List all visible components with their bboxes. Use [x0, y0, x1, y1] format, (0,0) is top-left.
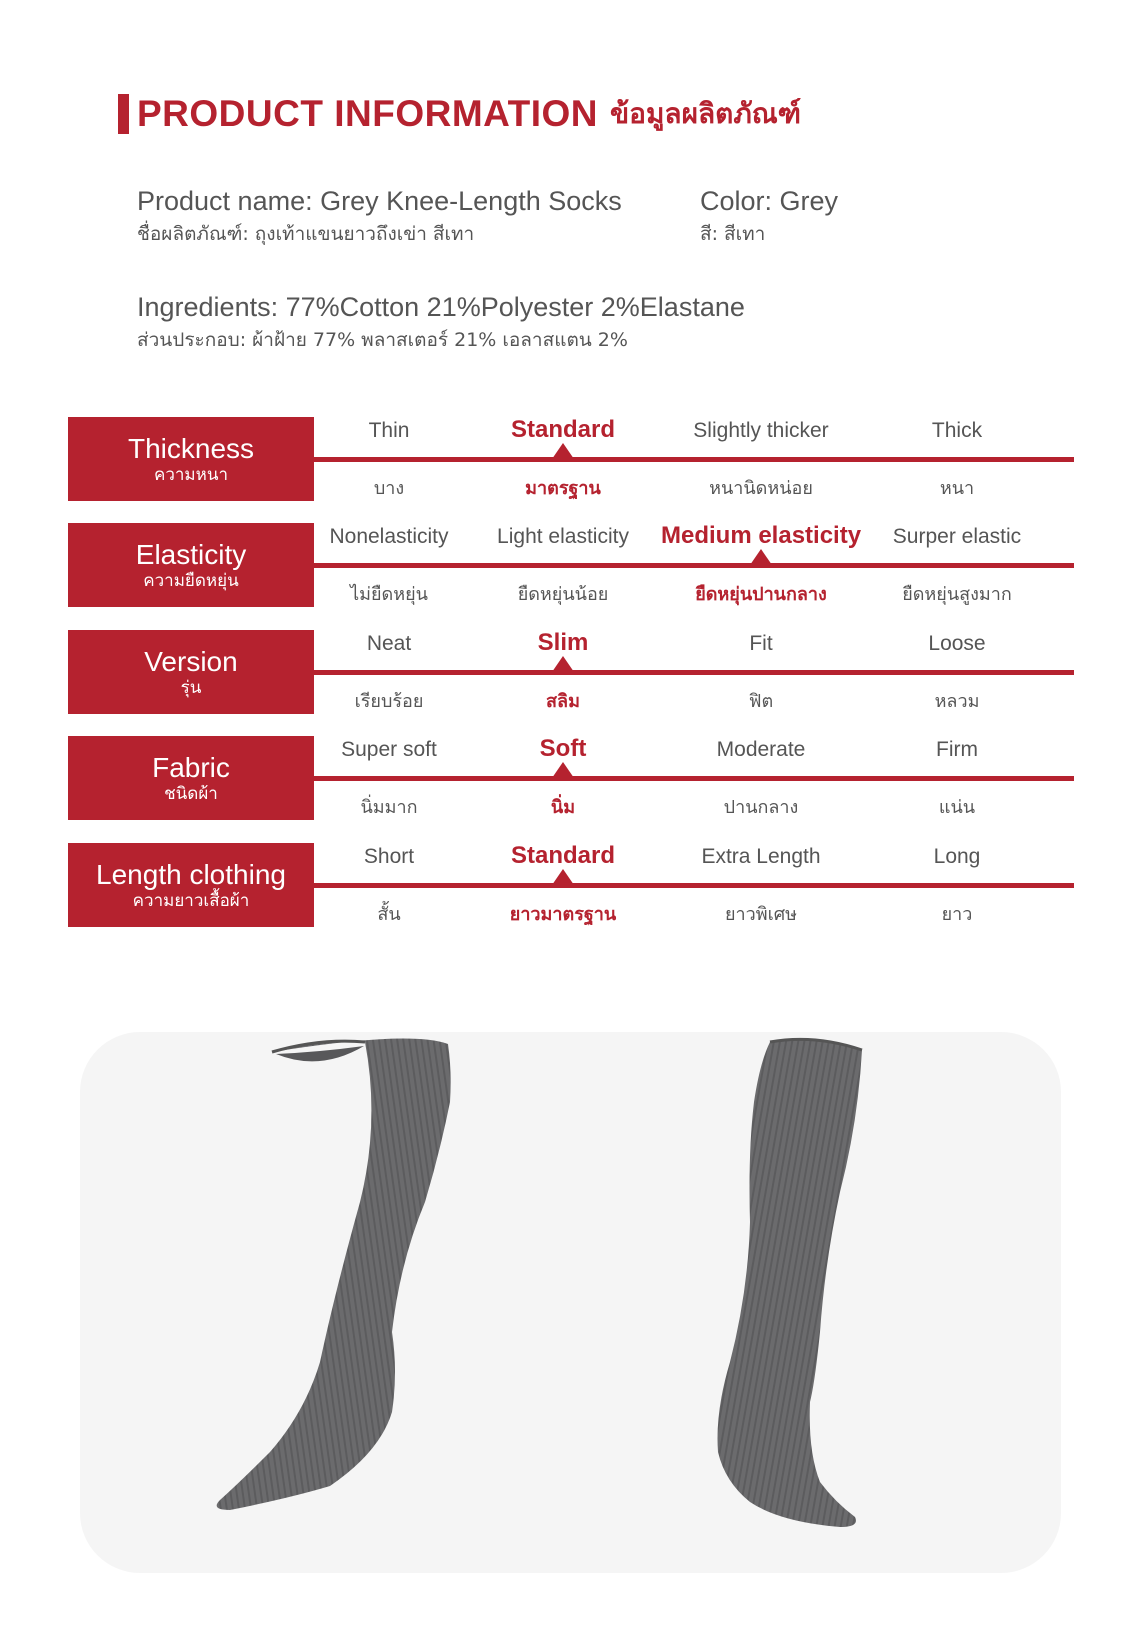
scale-option-en: Short — [363, 845, 415, 868]
color-block — [700, 186, 838, 249]
scale-option-en: Surper elastic — [892, 525, 1022, 548]
attribute-label — [68, 843, 314, 927]
scale-option-th: ยาวมาตรฐาน — [509, 904, 617, 925]
scale-option-th: ปานกลาง — [723, 797, 799, 818]
scale-option-th: แน่น — [938, 797, 976, 818]
scale-option-en: Slightly thicker — [693, 419, 829, 442]
product-photo — [80, 1032, 1061, 1573]
scale-option-th: ยืดหยุ่นน้อย — [517, 584, 609, 605]
scale-option-en: Long — [933, 845, 981, 868]
attribute-label — [68, 523, 314, 607]
scale-option-en: Thin — [368, 419, 410, 442]
scale-option-th: นิ่มมาก — [360, 797, 418, 818]
scale-option-th: สลิม — [546, 691, 580, 712]
scale-option-th: ยืดหยุ่นสูงมาก — [902, 584, 1012, 605]
scale-option-en: Standard — [510, 842, 615, 869]
attribute-row — [68, 523, 1073, 607]
selected-marker-icon — [552, 656, 574, 672]
ingredients-th: ส่วนประกอบ: ผ้าฝ้าย 77% พลาสเตอร์ 21% เอลาสแตน 2% — [137, 329, 628, 351]
selected-marker-icon — [552, 443, 574, 459]
scale-option-en: Moderate — [716, 738, 806, 761]
scale-line — [314, 670, 1074, 675]
attribute-label-en: Thickness — [127, 433, 255, 464]
attribute-row — [68, 843, 1073, 927]
ingredients-block — [137, 292, 745, 355]
section-heading — [118, 92, 801, 136]
selected-marker-icon — [552, 869, 574, 885]
scale-option-th: บาง — [373, 478, 405, 499]
scale-line — [314, 457, 1074, 462]
right-sock — [718, 1039, 863, 1527]
color-th: สี: สีเทา — [700, 223, 766, 245]
attribute-label — [68, 417, 314, 501]
color-en: Color: Grey — [700, 186, 839, 216]
scale-option-en: Medium elasticity — [661, 522, 862, 549]
scale-option-th: นิ่ม — [550, 797, 576, 818]
attribute-label-th: ความยาวเสื้อผ้า — [132, 891, 250, 911]
attribute-label-en: Version — [144, 646, 238, 677]
scale-line — [314, 883, 1074, 888]
scale-option-en: Firm — [936, 738, 978, 761]
attribute-label-en: Elasticity — [135, 539, 247, 570]
selected-marker-icon — [552, 762, 574, 778]
scale-option-th: สั้น — [377, 904, 401, 925]
heading-title-en: PRODUCT INFORMATION — [137, 93, 598, 134]
scale-option-en: Standard — [510, 416, 615, 443]
scale-option-en: Light elasticity — [497, 525, 629, 548]
attribute-label-en: Length clothing — [96, 859, 286, 890]
scale-option-en: Fit — [749, 632, 773, 655]
scale-option-th: มาตรฐาน — [525, 478, 601, 499]
scale-option-en: Soft — [539, 735, 587, 762]
scale-option-en: Neat — [366, 632, 412, 655]
product-name-en: Product name: Grey Knee-Length Socks — [137, 186, 622, 216]
attribute-row — [68, 736, 1073, 820]
heading-title-th: ข้อมูลผลิตภัณฑ์ — [610, 97, 801, 130]
scale-option-en: Super soft — [341, 738, 437, 761]
scale-option-th: ยาวพิเศษ — [724, 904, 798, 925]
attribute-label-en: Fabric — [152, 752, 230, 783]
attribute-row — [68, 630, 1073, 714]
scale-option-th: หนานิดหน่อย — [709, 478, 813, 499]
scale-option-th: ยืดหยุ่นปานกลาง — [695, 584, 827, 605]
scale-option-en: Nonelasticity — [329, 525, 449, 548]
heading-accent-bar — [118, 94, 129, 134]
attribute-label-th: ความยืดหยุ่น — [143, 571, 239, 591]
scale-option-en: Extra Length — [701, 845, 821, 868]
attribute-row — [68, 417, 1073, 501]
scale-line — [314, 563, 1074, 568]
selected-marker-icon — [750, 549, 772, 565]
ingredients-en: Ingredients: 77%Cotton 21%Polyester 2%Elastane — [137, 292, 745, 322]
attribute-label-th: ความหนา — [153, 465, 229, 485]
scale-option-en: Loose — [928, 632, 986, 655]
scale-option-th: ยาว — [941, 904, 973, 925]
scale-option-en: Slim — [537, 629, 589, 656]
attribute-label — [68, 630, 314, 714]
scale-option-th: ฟิต — [748, 691, 774, 712]
scale-option-en: Thick — [931, 419, 983, 442]
scale-option-th: หลวม — [934, 691, 980, 712]
product-name-th: ชื่อผลิตภัณฑ์: ถุงเท้าแขนยาวถึงเข่า สีเทา — [137, 223, 475, 245]
scale-option-th: ไม่ยืดหยุ่น — [350, 584, 428, 605]
product-name-block — [137, 186, 622, 249]
scale-line — [314, 776, 1074, 781]
attribute-label-th: รุ่น — [180, 678, 202, 698]
left-sock — [217, 1039, 451, 1510]
scale-option-th: เรียบร้อย — [354, 691, 424, 712]
sock-illustration — [80, 1032, 1061, 1573]
attribute-label-th: ชนิดผ้า — [164, 784, 218, 804]
scale-option-th: หนา — [939, 478, 975, 499]
attribute-label — [68, 736, 314, 820]
